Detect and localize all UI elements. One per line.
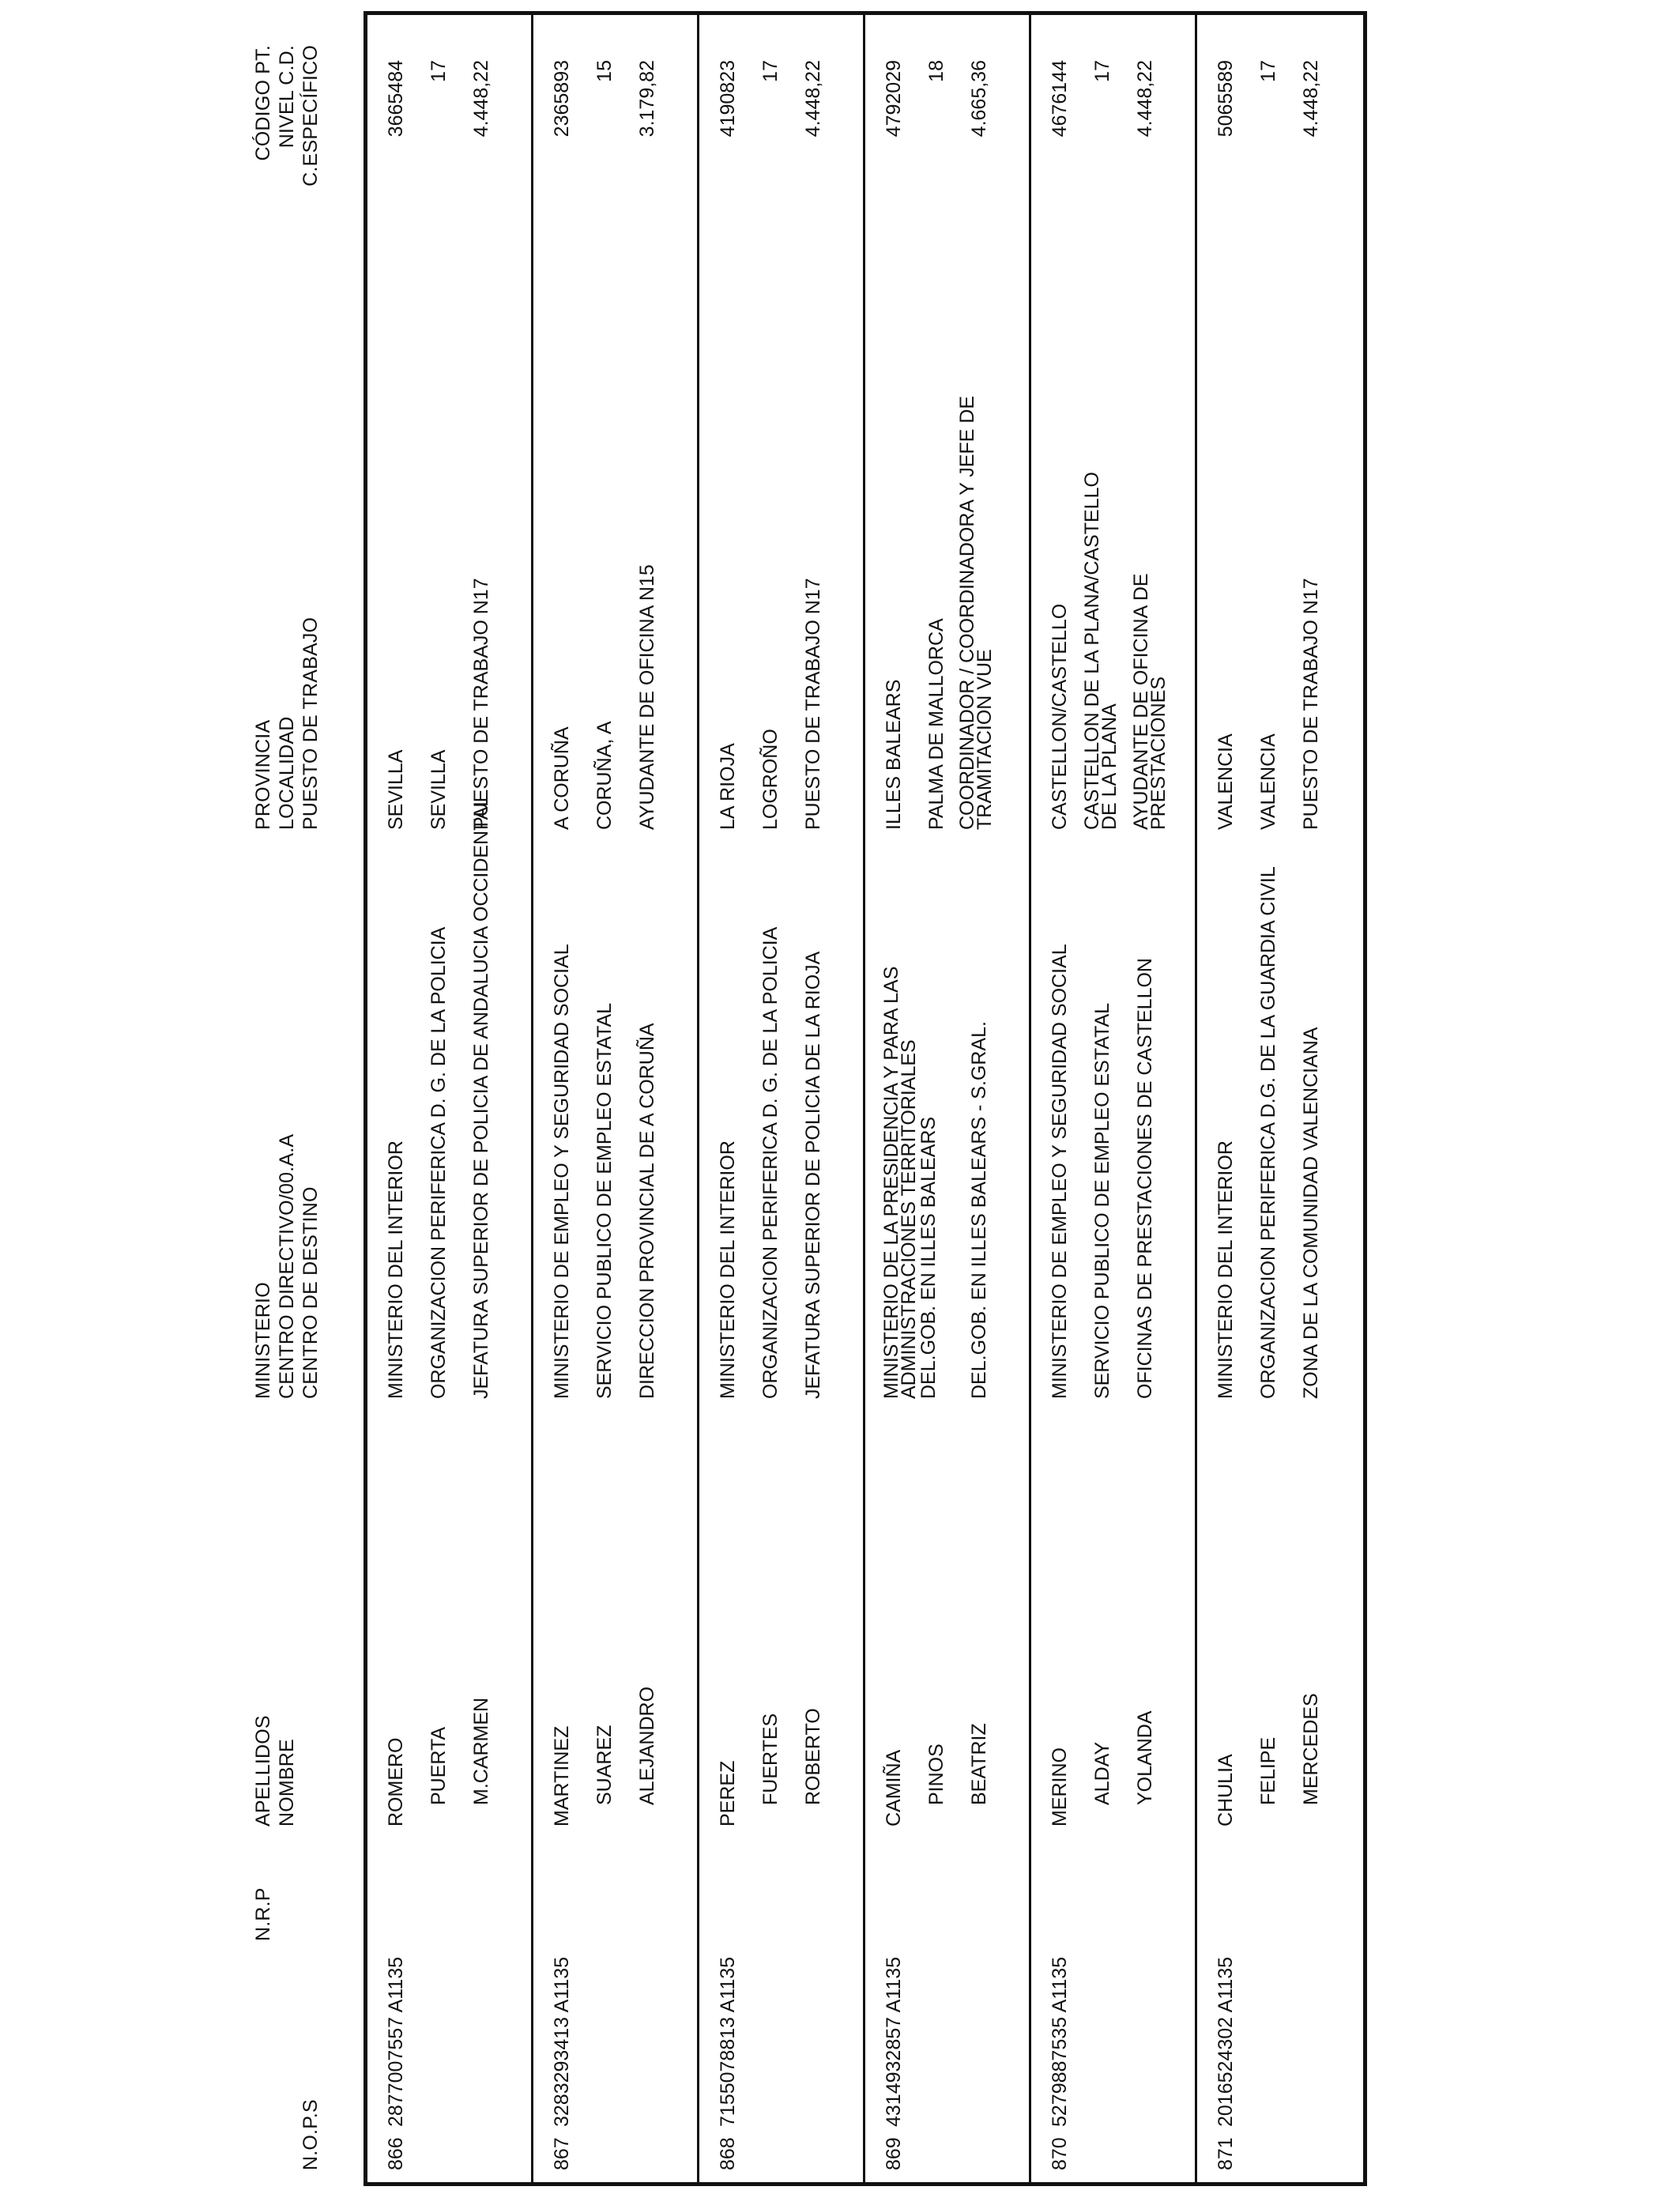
row-localidad: PALMA DE MALLORCA xyxy=(925,618,947,830)
row-nivel: 17 xyxy=(1091,60,1113,82)
row-apellido2: FELIPE xyxy=(1257,1736,1279,1805)
row-codigo: 2365893 xyxy=(551,60,573,138)
row-codigo: 4676144 xyxy=(1049,60,1071,138)
header-centro-directivo: CENTRO DIRECTIVO/00.A.A xyxy=(276,1133,298,1399)
row-nrp: 2016524302 A1135 xyxy=(1215,1956,1237,2127)
header-provincia-col xyxy=(251,617,322,830)
row-nivel: 17 xyxy=(1257,60,1279,82)
row-puesto: AYUDANTE DE OFICINA N15 xyxy=(636,564,658,830)
records-table xyxy=(367,11,1363,2186)
row-nrp: 5279887535 A1135 xyxy=(1049,1956,1071,2127)
row-nombre: BEATRIZ xyxy=(968,1723,990,1805)
row-provincia: CASTELLON/CASTELLO xyxy=(1049,603,1071,830)
row-puesto: PUESTO DE TRABAJO N17 xyxy=(1300,578,1322,830)
row-nivel: 17 xyxy=(759,60,782,82)
header-ministerio-col xyxy=(251,1134,322,1399)
row-ministerio: MINISTERIO DEL INTERIOR xyxy=(717,1140,739,1399)
row-nombre: ROBERTO xyxy=(802,1708,824,1805)
header-apellidos: APELLIDOS xyxy=(252,1715,274,1826)
row-centro-destino: OFICINAS DE PRESTACIONES DE CASTELLON xyxy=(1134,958,1156,1399)
table-row xyxy=(1197,11,1363,2186)
row-nops: 866 xyxy=(385,2137,407,2170)
row-codigo: 5065589 xyxy=(1215,60,1237,138)
row-ministerio: MINISTERIO DEL INTERIOR xyxy=(385,1140,407,1399)
row-nrp: 4314932857 A1135 xyxy=(883,1956,905,2127)
row-especifico: 4.448,22 xyxy=(1300,60,1322,138)
header-localidad: LOCALIDAD xyxy=(276,716,298,830)
table-row xyxy=(1031,11,1197,2186)
row-nops: 869 xyxy=(883,2137,905,2170)
header-provincia: PROVINCIA xyxy=(252,719,274,830)
header-nrp-col xyxy=(251,1887,275,1941)
row-apellido2: PUERTA xyxy=(428,1726,450,1805)
row-especifico: 3.179,82 xyxy=(636,60,658,138)
header-ministerio: MINISTERIO xyxy=(252,1282,274,1399)
header-nrp: N.R.P xyxy=(252,1887,274,1941)
row-provincia: VALENCIA xyxy=(1215,733,1237,830)
row-apellido1: ROMERO xyxy=(385,1737,407,1826)
column-header xyxy=(251,0,338,2194)
row-apellido1: PEREZ xyxy=(717,1760,739,1826)
row-especifico: 4.448,22 xyxy=(802,60,824,138)
row-centro-directivo: SERVICIO PUBLICO DE EMPLEO ESTATAL xyxy=(593,1002,616,1399)
row-ministerio: MINISTERIO DE EMPLEO Y SEGURIDAD SOCIAL xyxy=(1049,944,1071,1399)
header-nombre: NOMBRE xyxy=(276,1739,298,1826)
row-nivel: 17 xyxy=(428,60,450,82)
row-centro-directivo: ORGANIZACION PERIFERICA D. G. DE LA POLICIA xyxy=(759,926,782,1399)
row-ministerio: MINISTERIO DE LA PRESIDENCIA Y PARA LAS ADMINISTRACIONES TERRITORIALES xyxy=(880,966,920,1399)
row-apellido2: SUAREZ xyxy=(593,1725,616,1805)
row-nivel: 15 xyxy=(593,60,616,82)
row-provincia: A CORUÑA xyxy=(551,726,573,830)
table-row xyxy=(699,11,865,2186)
header-codigo-col xyxy=(251,45,322,254)
row-localidad: LOGROÑO xyxy=(759,729,782,830)
header-apellidos-col xyxy=(251,1715,299,1826)
header-nops: N.O.P.S xyxy=(299,2099,322,2170)
table-row xyxy=(367,11,533,2186)
row-localidad: CORUÑA, A xyxy=(593,721,616,830)
row-centro-directivo: ORGANIZACION PERIFERICA D. G. DE LA POLICIA xyxy=(428,926,450,1399)
row-especifico: 4.448,22 xyxy=(1134,60,1156,138)
row-localidad: VALENCIA xyxy=(1257,733,1279,830)
row-apellido2: FUERTES xyxy=(759,1713,782,1805)
row-puesto: AYUDANTE DE OFICINA DE PRESTACIONES xyxy=(1130,573,1170,830)
header-especifico: C.ESPECÍFICO xyxy=(299,45,322,187)
row-provincia: ILLES BALEARS xyxy=(883,679,905,830)
row-nrp: 2877007557 A1135 xyxy=(385,1956,407,2127)
row-centro-destino: DEL.GOB. EN ILLES BALEARS - S.GRAL. xyxy=(968,1021,990,1399)
row-apellido1: MARTINEZ xyxy=(551,1725,573,1826)
row-ministerio: MINISTERIO DEL INTERIOR xyxy=(1215,1140,1237,1399)
row-centro-destino: DIRECCION PROVINCIAL DE A CORUÑA xyxy=(636,1023,658,1399)
row-codigo: 4190823 xyxy=(717,60,739,138)
row-nops: 871 xyxy=(1215,2137,1237,2170)
row-apellido2: PINOS xyxy=(925,1744,947,1805)
row-apellido2: ALDAY xyxy=(1091,1741,1113,1805)
row-nops: 868 xyxy=(717,2137,739,2170)
row-centro-destino: JEFATURA SUPERIOR DE POLICIA DE ANDALUCIA OCCIDENTAL xyxy=(470,795,492,1399)
row-nrp: 3283293413 A1135 xyxy=(551,1956,573,2127)
row-nops: 867 xyxy=(551,2137,573,2170)
row-centro-directivo: SERVICIO PUBLICO DE EMPLEO ESTATAL xyxy=(1091,1002,1113,1399)
row-nombre: MERCEDES xyxy=(1300,1693,1322,1805)
header-puesto: PUESTO DE TRABAJO xyxy=(299,616,322,830)
header-codigo: CÓDIGO PT. xyxy=(252,45,274,161)
row-provincia: LA RIOJA xyxy=(717,743,739,830)
row-centro-destino: JEFATURA SUPERIOR DE POLICIA DE LA RIOJA xyxy=(802,951,824,1399)
header-centro-destino: CENTRO DE DESTINO xyxy=(299,1186,322,1399)
row-localidad: CASTELLON DE LA PLANA/CASTELLO DE LA PLANA xyxy=(1081,472,1121,830)
row-apellido1: MERINO xyxy=(1049,1747,1071,1826)
row-codigo: 3665484 xyxy=(385,60,407,138)
row-apellido1: CAMIÑA xyxy=(883,1749,905,1826)
row-nombre: ALEJANDRO xyxy=(636,1686,658,1805)
row-ministerio: MINISTERIO DE EMPLEO Y SEGURIDAD SOCIAL xyxy=(551,944,573,1399)
row-especifico: 4.448,22 xyxy=(470,60,492,138)
row-centro-directivo: ORGANIZACION PERIFERICA D.G. DE LA GUARDIA CIVIL xyxy=(1257,866,1279,1399)
row-codigo: 4792029 xyxy=(883,60,905,138)
row-puesto: COORDINADOR / COORDINADORA Y JEFE DE TRAMITACION VUE xyxy=(956,395,996,830)
row-centro-directivo: DEL.GOB. EN ILLES BALEARS xyxy=(917,1116,940,1399)
row-nombre: M.CARMEN xyxy=(470,1697,492,1805)
row-puesto: PUESTO DE TRABAJO N17 xyxy=(802,578,824,830)
row-puesto: PUESTO DE TRABAJO N17 xyxy=(470,578,492,830)
row-centro-destino: ZONA DE LA COMUNIDAD VALENCIANA xyxy=(1300,1027,1322,1399)
table-row xyxy=(865,11,1031,2186)
row-nombre: YOLANDA xyxy=(1134,1710,1156,1805)
header-nivel: NIVEL C.D. xyxy=(276,45,298,149)
row-nivel: 18 xyxy=(925,60,947,82)
row-nrp: 7155078813 A1135 xyxy=(717,1956,739,2127)
row-apellido1: CHULIA xyxy=(1215,1754,1237,1826)
header-nops-col xyxy=(251,2099,322,2170)
row-provincia: SEVILLA xyxy=(385,749,407,830)
row-nops: 870 xyxy=(1049,2137,1071,2170)
row-localidad: SEVILLA xyxy=(428,749,450,830)
row-especifico: 4.665,36 xyxy=(968,60,990,138)
table-row xyxy=(533,11,699,2186)
